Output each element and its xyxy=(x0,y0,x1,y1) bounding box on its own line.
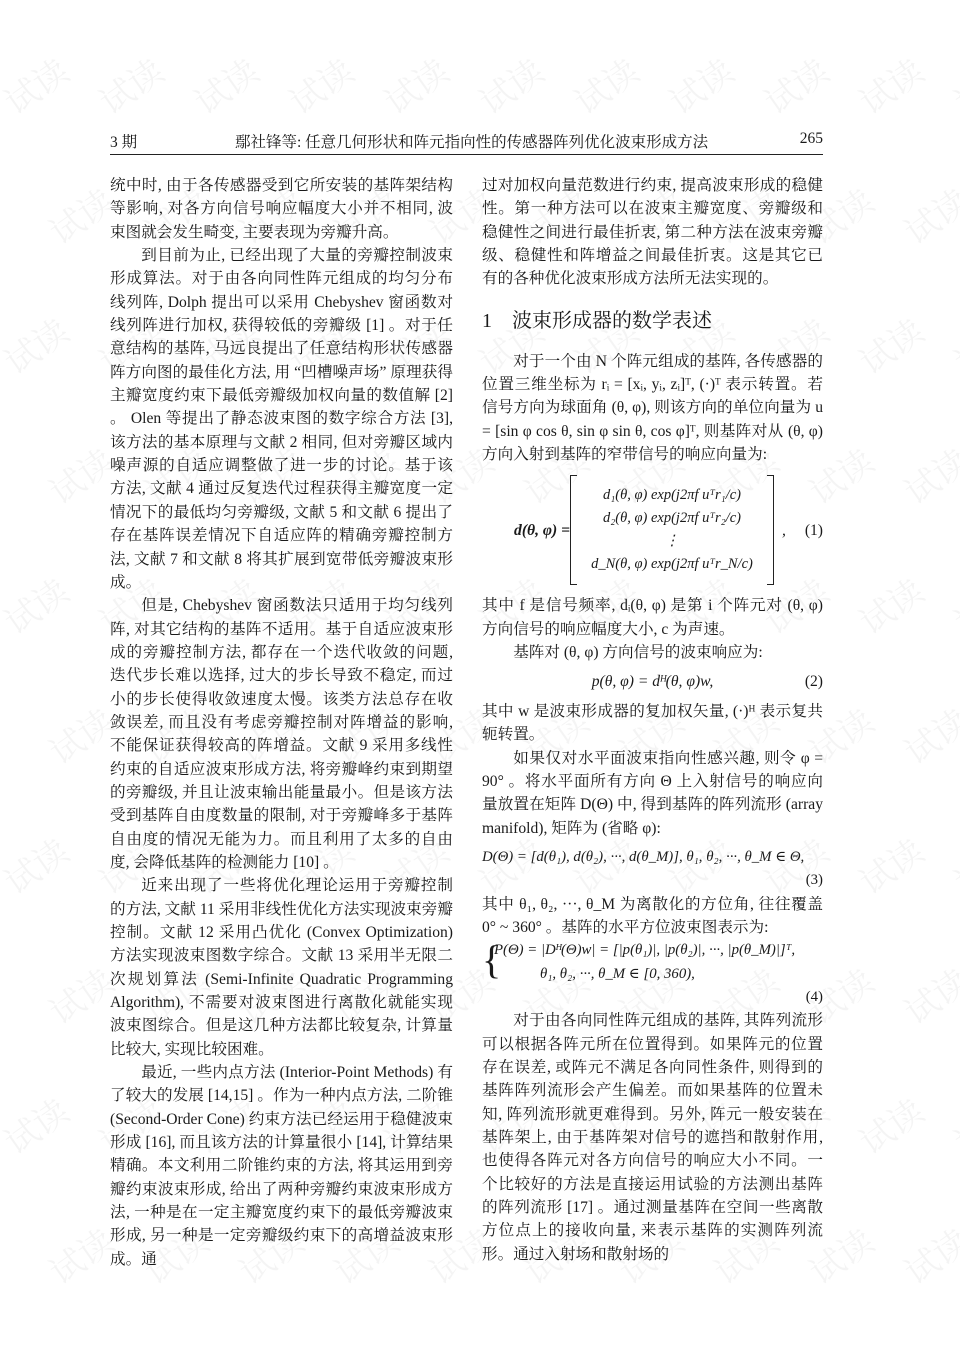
watermark-text xyxy=(183,45,267,124)
equation-line: P(Θ) = |Dᴴ(Θ)w| = [|p(θ₁)|, |p(θ₂)|, ···, |p(θ_M)|]ᵀ, xyxy=(494,942,796,959)
watermark-text xyxy=(893,1215,960,1294)
paragraph: 对于由各向同性阵元组成的基阵, 其阵列流形可以根据各阵元所在位置得到。如果阵元的位置存在误差, 或阵元不满足各向同性条件, 则得到的基阵阵列流形会产生偏差。而如果基阵的位置未知, 阵列流形就更难得到。另外, 阵元一般安装在基阵架上, 由于基阵架对信号的遮挡和散射作用, 也使得各阵元对各方向信号的响应大小不同。一个比较好的方法是直接运用试验的方法测出基阵的阵列流形 [17] 。通过测量基阵在空间一些离散方位点上的接收向量, 来表示基阵的实测阵列流形。通过入射场和散射场的 xyxy=(482,1012,823,1263)
equation-1 xyxy=(482,474,823,586)
paragraph: 其中 f 是信号频率, dᵢ(θ, φ) 是第 i 个阵元对 (θ, φ) 方向信号的响应幅度大小, c 为声速。 xyxy=(482,597,823,638)
bracket-right xyxy=(767,475,774,585)
issue-label: 3 期 xyxy=(110,134,138,151)
watermark-text xyxy=(943,565,960,644)
matrix-rows xyxy=(577,484,767,576)
watermark-text xyxy=(88,45,172,124)
paragraph: 过对加权向量范数进行约束, 提高波束形成的稳健性。第一种方法可以在波束主瓣宽度、旁瓣级和稳健性之间进行最佳折衷, 第二种方法在波束旁瓣级、稳健性和阵增益之间最佳折衷。这是其它已有的各种优化波束形成方法所无法实现的。 xyxy=(482,177,823,288)
watermark-text xyxy=(658,45,742,124)
watermark-text xyxy=(893,695,960,774)
left-column xyxy=(110,174,453,1271)
watermark-text xyxy=(893,435,960,514)
paragraph: 统中时, 由于各传感器受到它所安装的基阵架结构等影响, 对各方向信号响应幅度大小并不相同, 波束图就会发生畸变, 主要表现为旁瓣升高。 xyxy=(110,177,453,241)
matrix-row: d₁(θ, φ) exp(j2πf uᵀr₁/c) xyxy=(603,487,741,504)
equation-4 xyxy=(482,939,823,1009)
right-column xyxy=(482,174,823,1266)
paragraph: 近来出现了一些将优化理论运用于旁瓣控制的方法, 文献 11 采用非线性优化方法实现波束旁瓣控制。文献 12 采用凸优化 (Convex Optimization) 方法实现波束图数字综合。文献 13 采用半无限二次规划算法 (Semi-Infinite Quadratic Programming Algorithm), 不需要对波束图进行离散化就能实现波束图综合。但是这几种方法都比较复杂, 计算量比较大, 实现比较困难。 xyxy=(110,877,453,1058)
paragraph: 如果仅对水平面波束指向性感兴趣, 则令 φ = 90° 。将水平面所有方向 Θ 上入射信号的响应向量放置在矩阵 D(Θ) 中, 得到基阵的阵列流形 (array manifold), 矩阵为 (省略 φ): xyxy=(482,749,823,837)
watermark-text xyxy=(848,45,932,124)
bracket-left xyxy=(570,475,577,585)
matrix-row: d₂(θ, φ) exp(j2πf uᵀr₂/c) xyxy=(603,510,741,527)
equation-number: (4) xyxy=(805,988,823,1005)
watermark-text xyxy=(893,175,960,254)
watermark-text xyxy=(893,955,960,1034)
watermark-text xyxy=(848,565,932,644)
watermark-text xyxy=(943,825,960,904)
watermark-text xyxy=(0,825,77,904)
watermark-text xyxy=(848,825,932,904)
watermark-text xyxy=(0,305,77,384)
equation-2 xyxy=(482,670,823,693)
equation-line: θ₁, θ₂, ···, θ_M ∈ [0, 360), xyxy=(540,965,695,982)
paragraph: 最近, 一些内点方法 (Interior-Point Methods) 有了较大的发展 [14,15] 。作为一种内点方法, 二阶锥 (Second-Order Cone) 约束方法已经运用于稳健波束形成 [16], 而且该方法的计算量很小 [14], 计算结果精确。本文利用二阶锥约束的方法, 将其运用到旁瓣约束波束形成, 给出了两种旁瓣约束波束形成方法, 一种是在一定主瓣宽度约束下的最低旁瓣波束形成, 另一种是一定旁瓣级约束下的高增益波束形成。通 xyxy=(110,1064,453,1268)
watermark-text xyxy=(753,45,837,124)
watermark-text xyxy=(848,1085,932,1164)
section-title: 波束形成器的数学表述 xyxy=(512,309,712,332)
paragraph: 对于一个由 N 个阵元组成的基阵, 各传感器的位置三维坐标为 rᵢ = [xᵢ, yᵢ, zᵢ]ᵀ, (·)ᵀ 表示转置。若信号方向为球面角 (θ, φ), 则该方向的单位向量为 u = [sin φ cos θ, sin φ sin θ, cos φ]ᵀ, 则基阵对从 (θ, φ) 方向入射到基阵的窄带信号的响应向量为: xyxy=(482,352,823,464)
equation-comma: , xyxy=(782,521,786,539)
watermark-text xyxy=(943,1085,960,1164)
equation-3 xyxy=(482,846,823,893)
matrix-row: ⋮ xyxy=(664,533,680,550)
paragraph: 基阵对 (θ, φ) 方向信号的波束响应为: xyxy=(513,644,763,662)
equation-number: (1) xyxy=(804,521,823,539)
watermark-text xyxy=(0,45,77,124)
watermark-text xyxy=(563,45,647,124)
watermark-text xyxy=(468,45,552,124)
watermark-text xyxy=(373,45,457,124)
equation-lhs: d(θ, φ) = xyxy=(514,521,570,539)
brace-icon: { xyxy=(482,937,502,983)
watermark-text xyxy=(943,45,960,124)
equation-number: (3) xyxy=(805,872,823,889)
section-heading xyxy=(482,308,823,334)
paragraph: 到目前为止, 已经出现了大量的旁瓣控制波束形成算法。对于由各向同性阵元组成的均匀分布线列阵, Dolph 提出可以采用 Chebyshev 窗函数对线列阵进行加权, 获得较低的旁瓣级 [1] 。对于任意结构的基阵, 马远良提出了任意结构形状传感器阵方向图的最佳化方法, 用 “凹槽噪声场” 原理获得主瓣宽度约束下最低旁瓣级加权向量的数值解 [2] 。 Olen 等提出了静态波束图的数字综合方法 [3], 该方法的基本原理与文献 2 相同, 但对旁瓣区域内噪声源的自适应调整做了进一步的讨论。基于该方法, 文献 4 通过反复迭代过程获得主瓣宽度一定情况下的最低均匀旁瓣级, 文献 5 和文献 6 提出了存在基阵误差情况下自适应阵的精确旁瓣控制方法, 文献 7 和文献 8 将其扩展到宽带低旁瓣波束形成。 xyxy=(110,247,453,591)
watermark-text xyxy=(0,1085,77,1164)
watermark-text xyxy=(848,305,932,384)
running-header xyxy=(110,128,823,155)
equation-body: p(θ, φ) = dᴴ(θ, φ)w, xyxy=(591,673,714,691)
paragraph: 其中 θ₁, θ₂, ···, θ_M 为离散化的方位角, 往往覆盖 0° ~ 360° 。基阵的水平方位波束图表示为: xyxy=(482,895,823,936)
equation-number: (2) xyxy=(804,673,823,691)
matrix-row: d_N(θ, φ) exp(j2πf uᵀr_N/c) xyxy=(591,556,753,573)
page-number: 265 xyxy=(799,130,823,147)
paragraph: 但是, Chebyshev 窗函数法只适用于均匀线列阵, 对其它结构的基阵不适用。基于自适应波束形成的旁瓣控制方法, 都存在一个迭代收敛的问题, 迭代步长难以选择, 过大的步长导致不稳定, 而过小的步长使得收敛速度太慢。该类方法总存在收敛误差, 而且没有考虑旁瓣控制对阵增益的影响, 不能保证获得较高的阵增益。文献 9 采用多线性约束的自适应波束形成方法, 将旁瓣峰约束到期望的旁瓣级, 并且让波束输出能量最小。但是该方法受到基阵自由度数量的限制, 对于旁瓣峰多于基阵自由度的情况无能为力。而且利用了太多的自由度, 会降低基阵的检测能力 [10] 。 xyxy=(110,597,453,871)
watermark-text xyxy=(943,305,960,384)
watermark-text xyxy=(0,565,77,644)
running-title: 鄢社锋等: 任意几何形状和阵元指向性的传感器阵列优化波束形成方法 xyxy=(235,134,709,151)
equation-body: D(Θ) = [d(θ₁), d(θ₂), ···, d(θ_M)], θ₁, θ₂, ···, θ_M ∈ Θ, xyxy=(482,848,805,865)
section-number: 1 xyxy=(482,309,492,332)
watermark-text xyxy=(278,45,362,124)
paragraph: 其中 w 是波束形成器的复加权矢量, (·)ᴴ 表示复共轭转置。 xyxy=(482,702,823,744)
